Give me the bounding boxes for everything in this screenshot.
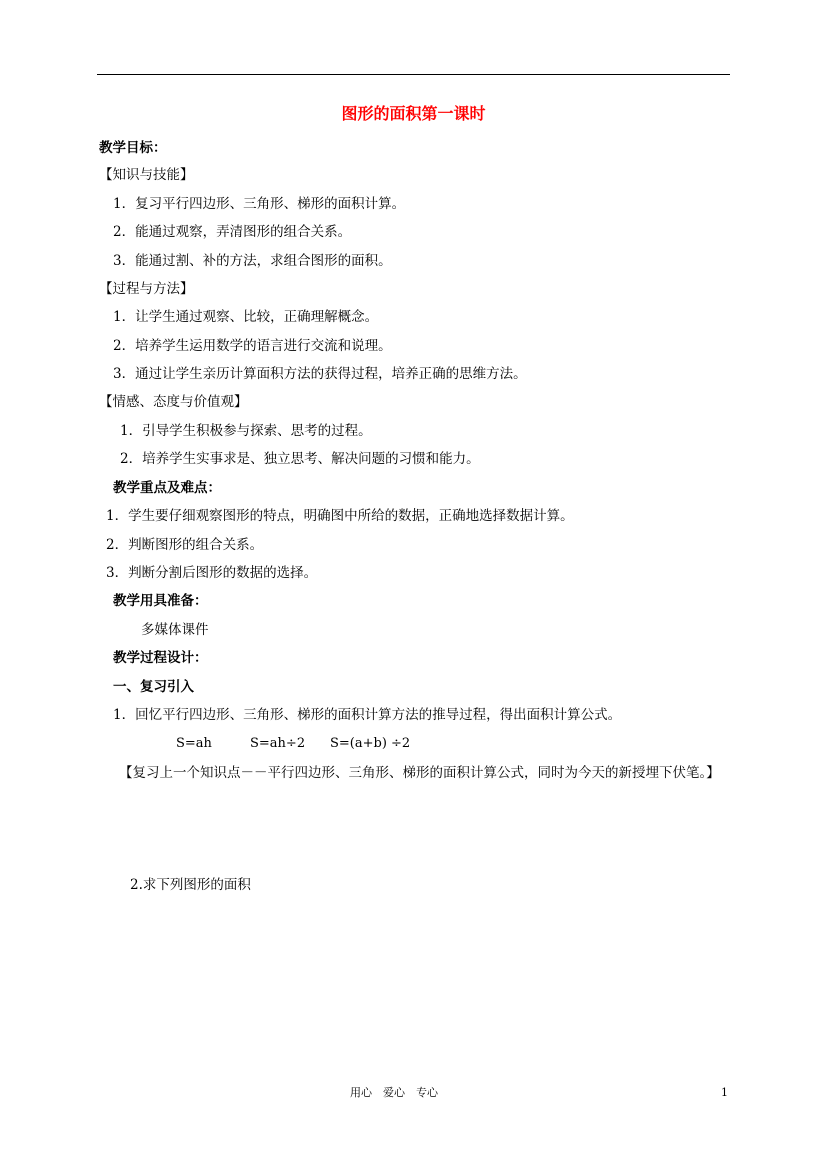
footer-motto: 用心 爱心 专心	[350, 1086, 438, 1099]
tools-content: 多媒体课件	[141, 622, 209, 638]
knowledge-item: 3．能通过割、补的方法，求组合图形的面积。	[113, 253, 392, 269]
section1-heading: 一、复习引入	[113, 679, 194, 695]
page-number: 1	[721, 1086, 728, 1099]
formula-triangle: S=ah÷2	[250, 736, 306, 751]
emotion-item: 2．培养学生实事求是、独立思考、解决问题的习惯和能力。	[120, 451, 480, 467]
header-rule	[97, 74, 730, 75]
section1-item2: 2.求下列图形的面积	[130, 877, 251, 893]
process-item: 3．通过让学生亲历计算面积方法的获得过程，培养正确的思维方法。	[113, 366, 527, 382]
goals-heading: 教学目标：	[99, 140, 167, 156]
key-points-item: 1．学生要仔细观察图形的特点，明确图中所给的数据，正确地选择数据计算。	[106, 508, 574, 524]
knowledge-heading: 【知识与技能】	[99, 167, 194, 183]
knowledge-item: 1．复习平行四边形、三角形、梯形的面积计算。	[113, 196, 406, 212]
process-item: 2．培养学生运用数学的语言进行交流和说理。	[113, 338, 392, 354]
key-points-heading: 教学重点及难点：	[113, 480, 221, 496]
knowledge-item: 2．能通过观察，弄清图形的组合关系。	[113, 224, 352, 240]
process-heading: 【过程与方法】	[99, 281, 194, 297]
design-heading: 教学过程设计：	[113, 650, 208, 666]
process-item: 1．让学生通过观察、比较，正确理解概念。	[113, 309, 379, 325]
key-points-item: 3．判断分割后图形的数据的选择。	[106, 565, 318, 581]
emotion-heading: 【情感、态度与价值观】	[99, 394, 248, 410]
emotion-item: 1．引导学生积极参与探索、思考的过程。	[120, 423, 372, 439]
section1-item1: 1．回忆平行四边形、三角形、梯形的面积计算方法的推导过程，得出面积计算公式。	[113, 707, 622, 723]
document-title: 图形的面积第一课时	[341, 104, 486, 123]
key-points-item: 2．判断图形的组合关系。	[106, 537, 264, 553]
review-note: 【复习上一个知识点－－平行四边形、三角形、梯形的面积计算公式，同时为今天的新授埋下伏笔。】	[119, 765, 720, 781]
formula-parallelogram: S=ah	[176, 736, 212, 751]
formula-trapezoid: S=(a+b) ÷2	[330, 736, 411, 751]
tools-heading: 教学用具准备：	[113, 593, 208, 609]
